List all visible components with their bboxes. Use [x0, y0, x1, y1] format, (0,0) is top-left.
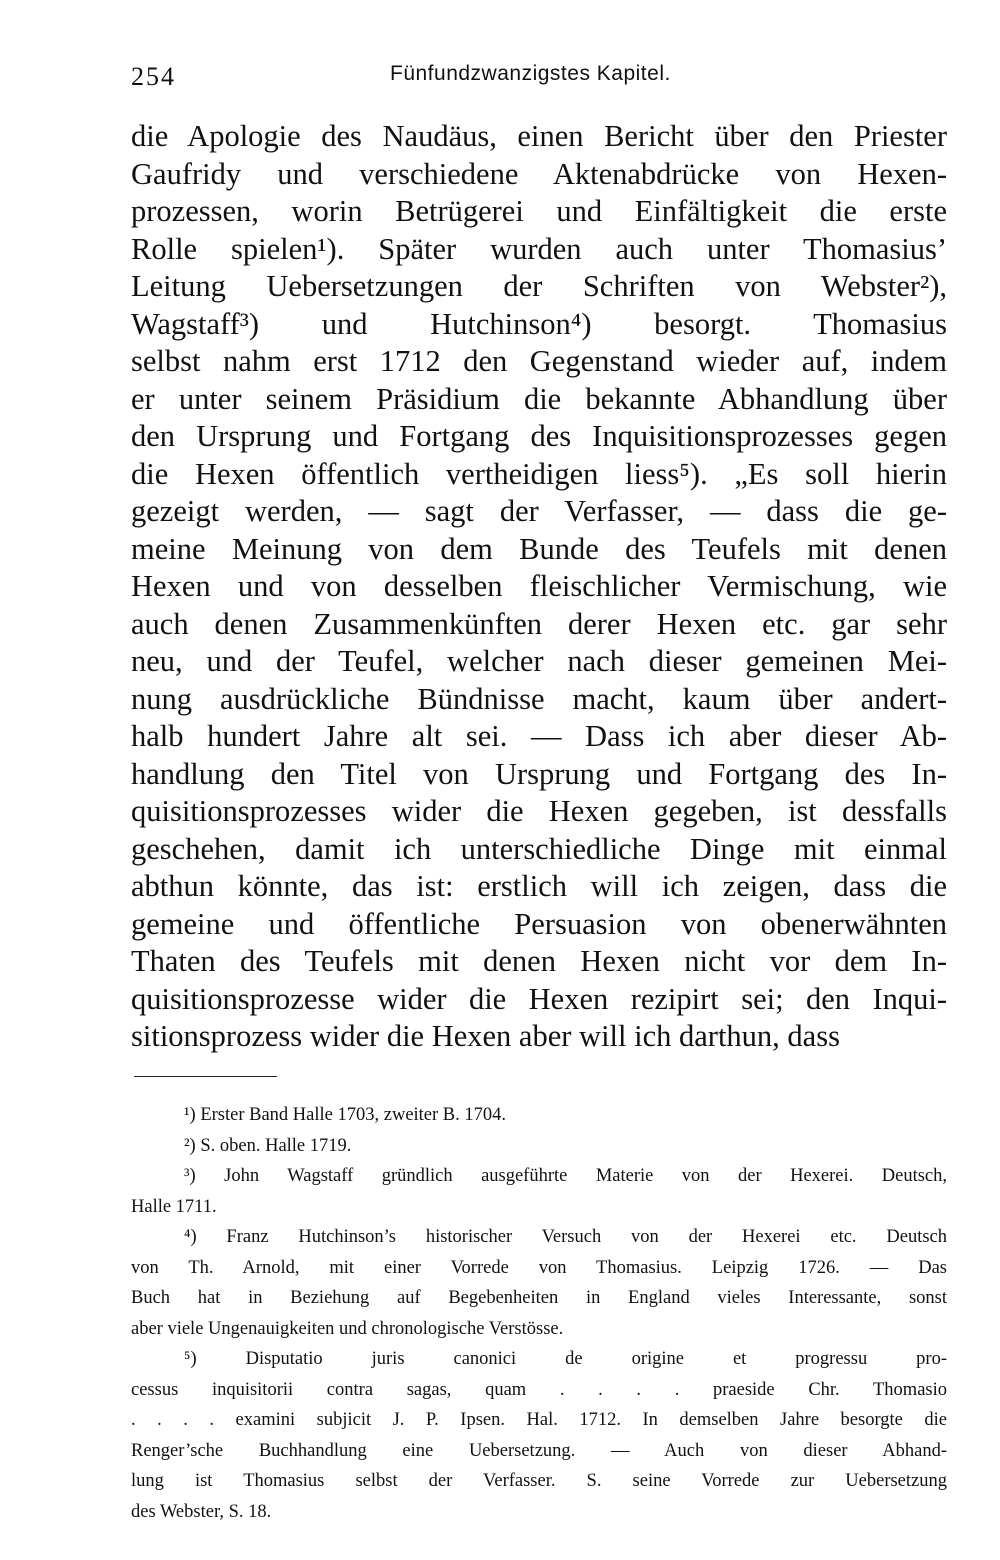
text-line: den Ursprung und Fortgang des Inquisitionsprozesses gegen	[131, 419, 947, 453]
footnote-line: Renger’sche Buchhandlung eine Uebersetzung. — Auch von dieser Abhand-	[131, 1440, 947, 1461]
text-line: prozessen, worin Betrügerei und Einfältigkeit die erste	[131, 194, 947, 228]
text-line: nung ausdrückliche Bündnisse macht, kaum über andert-	[131, 681, 947, 716]
footnote-line: ³) John Wagstaff gründlich ausgeführte Materie von der Hexerei. Deutsch,	[184, 1166, 947, 1186]
text-line: Wagstaff³) und Hutchinson⁴) besorgt. Thomasius	[131, 306, 947, 341]
main-text	[131, 118, 947, 1056]
text-line: Hexen und von desselben fleischlicher Vermischung, wie	[131, 569, 947, 603]
footnote-line: aber viele Ungenauigkeiten und chronologische Verstösse.	[131, 1318, 564, 1339]
footnotes	[131, 1100, 947, 1527]
text-line: Thaten des Teufels mit denen Hexen nicht vor dem In-	[131, 944, 947, 978]
running-title: Fünfundzwanzigstes Kapitel.	[390, 62, 671, 85]
footnote-line: Halle 1711.	[131, 1196, 217, 1217]
text-line: halb hundert Jahre alt sei. — Dass ich aber dieser Ab-	[131, 719, 947, 753]
footnote-line: ⁴) Franz Hutchinson’s historischer Versuch von der Hexerei etc. Deutsch	[184, 1227, 947, 1247]
text-line: selbst nahm erst 1712 den Gegenstand wieder auf, indem	[131, 344, 947, 378]
footnote-line: Buch hat in Beziehung auf Begebenheiten in England vieles Interessante, sonst	[131, 1288, 947, 1308]
text-line: gemeine und öffentliche Persuasion von obenerwähnten	[131, 906, 947, 941]
text-line: quisitionsprozesse wider die Hexen rezipirt sei; den Inqui-	[131, 981, 947, 1016]
footnote-line: lung ist Thomasius selbst der Verfasser. S. seine Vorrede zur Uebersetzung	[131, 1471, 947, 1491]
text-line: neu, und der Teufel, welcher nach dieser gemeinen Mei-	[131, 644, 947, 678]
footnote-line: . . . . examini subjicit J. P. Ipsen. Hal. 1712. In demselben Jahre besorgte die	[131, 1410, 947, 1430]
footnote-line: des Webster, S. 18.	[131, 1501, 272, 1522]
text-line: auch denen Zusammenkünften derer Hexen etc. gar sehr	[131, 606, 947, 641]
text-line: meine Meinung von dem Bunde des Teufels mit denen	[131, 531, 947, 566]
text-line: sitionsprozess wider die Hexen aber will ich darthun, dass	[131, 1019, 840, 1053]
text-line: Leitung Uebersetzungen der Schriften von Webster²),	[131, 269, 947, 303]
text-line: die Hexen öffentlich vertheidigen liess⁵). „Es soll hierin	[131, 456, 947, 491]
footnote-line: cessus inquisitorii contra sagas, quam . . . . praeside Chr. Thomasio	[131, 1379, 947, 1400]
footnote-line: von Th. Arnold, mit einer Vorrede von Thomasius. Leipzig 1726. — Das	[131, 1257, 947, 1278]
text-line: quisitionsprozesses wider die Hexen gegeben, ist dessfalls	[131, 794, 947, 828]
text-line: gezeigt werden, — sagt der Verfasser, — dass die ge-	[131, 494, 947, 528]
text-line: er unter seinem Präsidium die bekannte Abhandlung über	[131, 381, 947, 416]
footnote-line: ⁵) Disputatio juris canonici de origine et progressu pro-	[184, 1349, 947, 1369]
page-header	[0, 62, 1000, 94]
page-number: 254	[131, 62, 176, 91]
text-line: geschehen, damit ich unterschiedliche Dinge mit einmal	[131, 831, 947, 866]
footnote-line: ¹) Erster Band Halle 1703, zweiter B. 1704.	[184, 1105, 507, 1125]
text-line: Gaufridy und verschiedene Aktenabdrücke von Hexen-	[131, 156, 947, 191]
text-line: handlung den Titel von Ursprung und Fortgang des In-	[131, 756, 947, 791]
text-line: abthun könnte, das ist: erstlich will ich zeigen, dass die	[131, 869, 947, 903]
footnote-line: ²) S. oben. Halle 1719.	[184, 1135, 352, 1156]
footnote-separator	[134, 1076, 277, 1077]
text-line: die Apologie des Naudäus, einen Bericht über den Priester	[131, 119, 947, 153]
text-line: Rolle spielen¹). Später wurden auch unter Thomasius’	[131, 231, 947, 266]
